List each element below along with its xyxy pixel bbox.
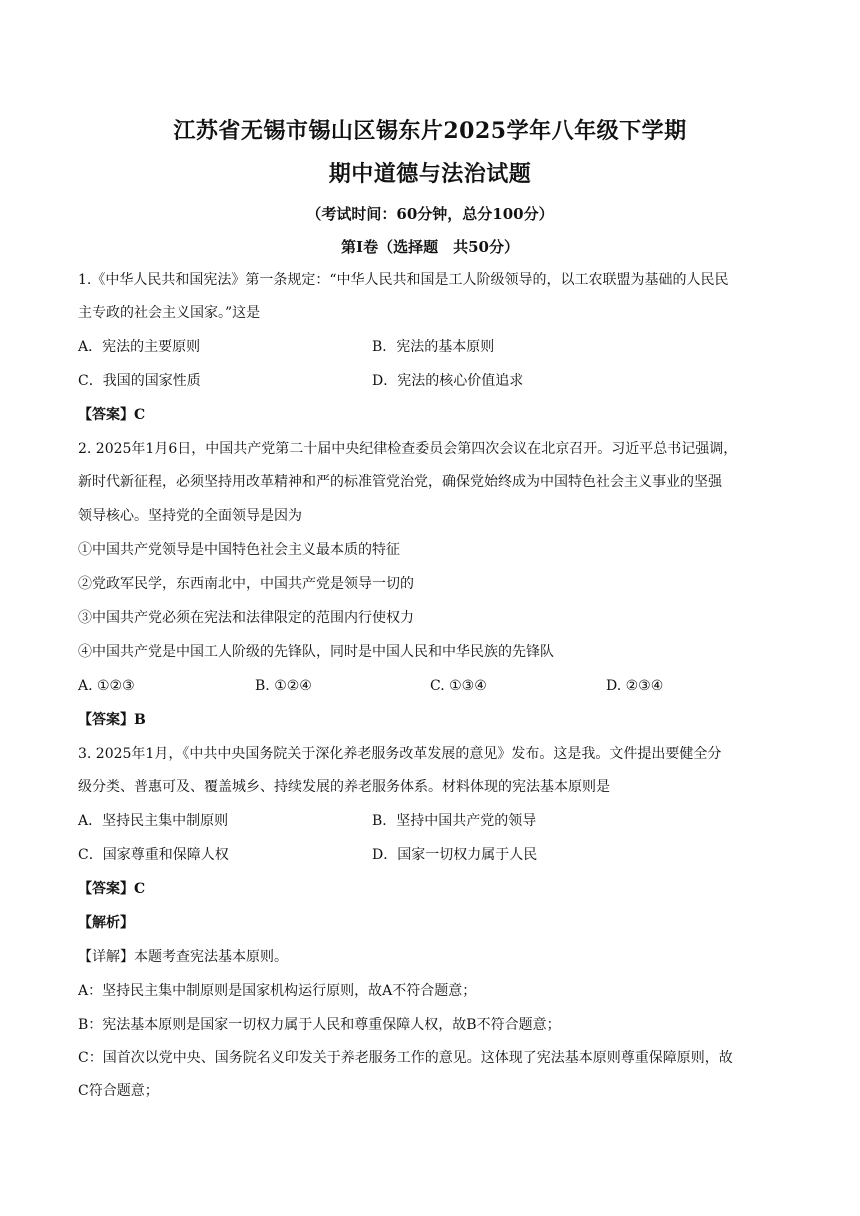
q2-stem-line3: 领导核心。坚持党的全面领导是因为	[78, 508, 302, 524]
q2-option-b: B. ①②④	[255, 678, 312, 694]
exam-info: （考试时间：60分钟，总分100分）	[306, 205, 554, 223]
q1-stem-line1: 1.《中华人民共和国宪法》第一条规定：“中华人民共和国是工人阶级领导的，以工农联盟为基础的人民民	[78, 272, 729, 288]
q2-option-a: A. ①②③	[78, 678, 135, 694]
q3-stem-line2: 级分类、普惠可及、覆盖城乡、持续发展的养老服务体系。材料体现的宪法基本原则是	[78, 779, 610, 795]
q2-item-2: ②党政军民学，东西南北中，中国共产党是领导一切的	[78, 576, 414, 592]
document-title-line2: 期中道德与法治试题	[328, 161, 532, 187]
q1-option-b: B．宪法的基本原则	[372, 339, 495, 355]
document-title-line1: 江苏省无锡市锡山区锡东片2025学年八年级下学期	[173, 118, 687, 144]
q3-explanation-a: A：坚持民主集中制原则是国家机构运行原则，故A不符合题意；	[78, 983, 477, 999]
q3-option-c: C．国家尊重和保障人权	[78, 847, 229, 863]
q3-explanation-b: B：宪法基本原则是国家一切权力属于人民和尊重保障人权，故B不符合题意；	[78, 1017, 561, 1033]
q2-option-d: D. ②③④	[606, 678, 664, 694]
q3-stem-line1: 3. 2025年1月，《中共中央国务院关于深化养老服务改革发展的意见》发布。这是我。文件提出要健全分	[78, 746, 722, 762]
q3-explanation-c-line1: C：国首次以党中央、国务院名义印发关于养老服务工作的意见。这体现了宪法基本原则尊重保障原则，故	[78, 1050, 733, 1066]
q1-answer: 【答案】C	[78, 407, 146, 423]
section-heading: 第Ⅰ卷（选择题 共50分）	[341, 238, 519, 256]
q3-analysis-heading: 【解析】	[78, 915, 134, 931]
q3-detail: 【详解】本题考查宪法基本原则。	[78, 949, 288, 965]
q2-item-3: ③中国共产党必须在宪法和法律限定的范围内行使权力	[78, 610, 414, 626]
q1-option-d: D．宪法的核心价值追求	[372, 373, 524, 389]
q1-stem-line2: 主专政的社会主义国家。”这是	[78, 305, 261, 321]
q3-answer: 【答案】C	[78, 881, 146, 897]
q1-option-a: A．宪法的主要原则	[78, 339, 201, 355]
q3-option-a: A．坚持民主集中制原则	[78, 813, 229, 829]
q2-item-1: ①中国共产党领导是中国特色社会主义最本质的特征	[78, 542, 400, 558]
q2-answer: 【答案】B	[78, 712, 146, 728]
q2-item-4: ④中国共产党是中国工人阶级的先锋队，同时是中国人民和中华民族的先锋队	[78, 644, 554, 660]
q3-option-b: B．坚持中国共产党的领导	[372, 813, 537, 829]
q1-option-c: C．我国的国家性质	[78, 373, 201, 389]
q3-option-d: D．国家一切权力属于人民	[372, 847, 538, 863]
q3-explanation-c-line2: C符合题意；	[78, 1083, 159, 1099]
q2-option-c: C. ①③④	[430, 678, 487, 694]
q2-stem-line2: 新时代新征程，必须坚持用改革精神和严的标准管党治党，确保党始终成为中国特色社会主义事业的坚强	[78, 474, 722, 490]
q2-stem-line1: 2. 2025年1月6日，中国共产党第二十届中央纪律检查委员会第四次会议在北京召开。习近平总书记强调，	[78, 441, 738, 457]
